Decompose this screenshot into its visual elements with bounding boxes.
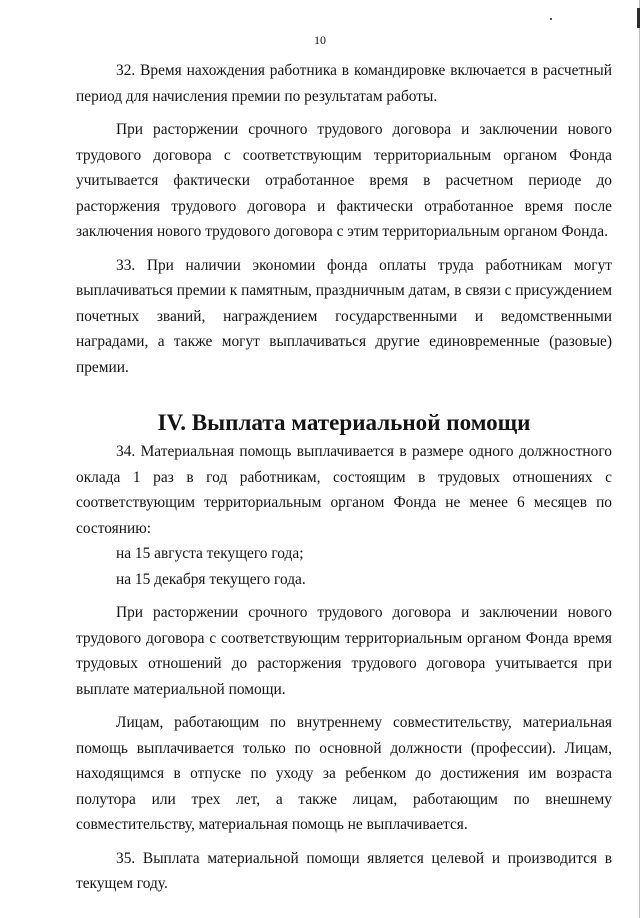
document-body — [76, 58, 612, 897]
paragraph-35: 35. Выплата материальной помощи является целевой и производится в текущем году. — [76, 849, 612, 892]
paragraph-34: 34. Материальная помощь выплачивается в размере одного должностного оклада 1 раз в год работникам, состоящим в трудовых отношениях с соответствующим территориальным органом Фонда не менее 6 месяцев по состоянию: — [76, 443, 612, 537]
section-title: IV. Выплата материальной помощи — [157, 409, 531, 435]
paragraph-33: 33. При наличии экономии фонда оплаты труда работникам могут выплачиваться премии к памятным, праздничным датам, в связи с присуждением почетных званий, награждением государственными и ведомственными наградами, а также могут выплачиваться другие единовременные (разовые) премии. — [76, 256, 612, 376]
date-item-august: на 15 августа текущего года; — [116, 545, 304, 562]
paragraph-34-termination: При расторжении срочного трудового договора и заключении нового трудового договора с соответствующим территориальным органом Фонда время трудовых отношений до расторжения трудового договора учитывается при выплате материальной помощи. — [76, 604, 612, 698]
paragraph-32-termination: При расторжении срочного трудового договора и заключении нового трудового договора с соответствующим территориальным органом Фонда учитывается фактически отработанное время в расчетном периоде до расторжения трудового договора и фактически отработанное время после заключения нового трудового договора с этим территориальным органом Фонда. — [76, 121, 612, 240]
paragraph-34-part-time: Лицам, работающим по внутреннему совместительству, материальная помощь выплачивается только по основной должности (профессии). Лицам, находящимся в отпуске по уходу за ребенком до достижения им возраста полутора или трех лет, а также лицам, работающим по внешнему совместительству, материальная помощь не выплачивается. — [76, 714, 612, 833]
paragraph-32: 32. Время нахождения работника в командировке включается в расчетный период для начисления премии по результатам работы. — [76, 62, 612, 105]
date-item-december: на 15 декабря текущего года. — [116, 570, 306, 588]
scan-speck — [550, 18, 552, 20]
page-number: 10 — [314, 33, 326, 47]
